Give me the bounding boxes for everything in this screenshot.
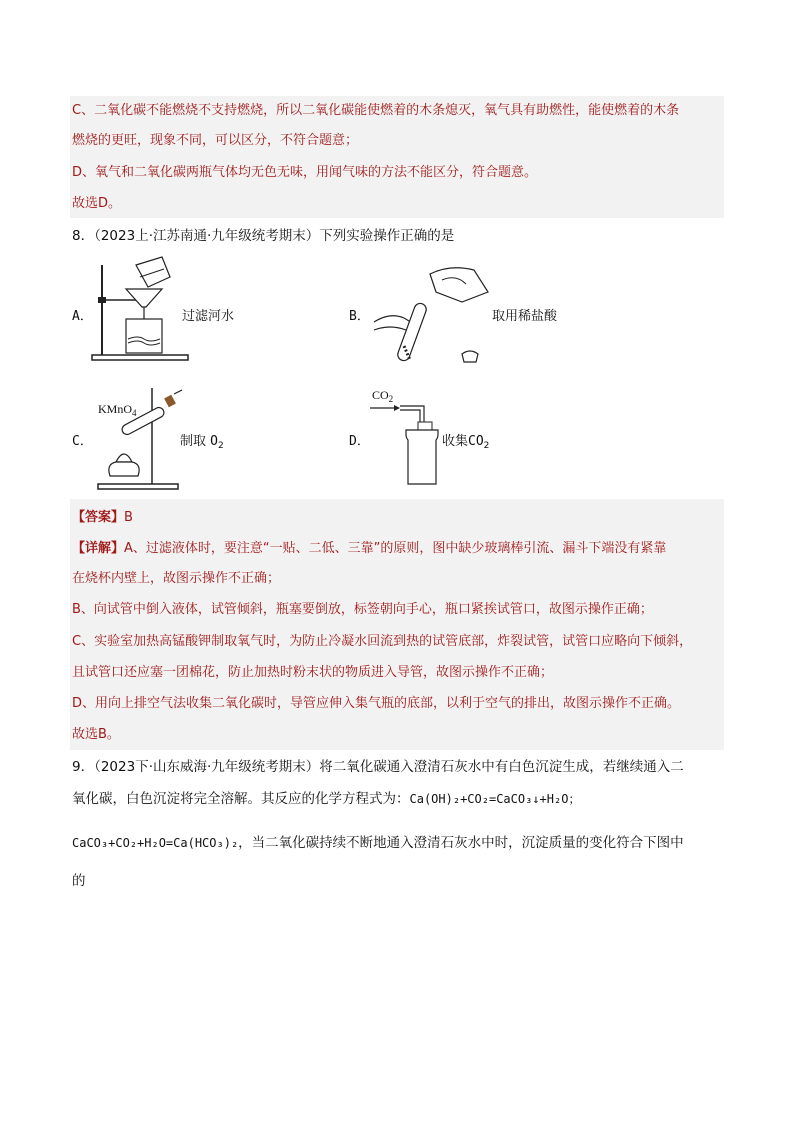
detail-line-6: D、用向上排空气法收集二氧化碳时，导管应伸入集气瓶的底部，以利于空气的排出，故图示操作不正确。 <box>72 696 681 711</box>
option-c-caption: 制取 $O_2$ <box>180 434 224 451</box>
detail-line-5: 且试管口还应塞一团棉花，防止加热时粉末状的物质进入导管，故图示操作不正确； <box>72 665 554 680</box>
detail-line-4: C、实验室加热高锰酸钾制取氧气时，为防止冷凝水回流到热的试管底部，炸裂试管，试管口应略向下倾斜， <box>72 634 693 649</box>
kmno4-label: KMnO$_4$ <box>98 402 137 418</box>
answer-tag: 【答案】 <box>72 510 125 525</box>
question-8-stem: 8．（2023上·江苏南通·九年级统考期末）下列实验操作正确的是 <box>72 228 455 244</box>
prev-option-c-line1: C、二氧化碳不能燃烧不支持燃烧，所以二氧化碳能使燃着的木条熄灭，氧气具有助燃性，能使燃着的木条 <box>72 103 680 118</box>
detail-choice: 故选B。 <box>72 727 120 742</box>
answer-line <box>72 508 133 528</box>
pouring-liquid-icon <box>370 262 490 372</box>
option-c-letter: C． <box>72 434 93 449</box>
detail-line-1: 【详解】A、过滤液体时，要注意“一贴、二低、三靠”的原则，图中缺少玻璃棒引流、漏斗下端没有紧靠 <box>72 541 667 556</box>
option-d-caption: 收集$CO_2$ <box>442 434 490 451</box>
equation-1: Ca(OH)₂+CO₂=CaCO₃↓+H₂O； <box>409 792 581 806</box>
question-9-line1: 9．（2023下·山东威海·九年级统考期末）将二氧化碳通入澄清石灰水中有白色沉淀生成，若继续通入二 <box>72 759 684 775</box>
question-9-line2: 氧化碳，白色沉淀将完全溶解。其反应的化学方程式为：Ca(OH)₂+CO₂=CaCO₃↓+H₂O； <box>72 791 581 807</box>
prev-option-d: D、氧气和二氧化碳两瓶气体均无色无味，用闻气味的方法不能区分，符合题意。 <box>72 165 538 180</box>
option-d-letter: D． <box>349 434 370 449</box>
equation-2: CaCO₃+CO₂+H₂O=Ca(HCO₃)₂ <box>72 836 239 850</box>
co2-label: $CO_2$ <box>372 388 394 404</box>
option-b-caption: 取用稀盐酸 <box>492 309 558 324</box>
option-a-caption: 过滤河水 <box>182 309 235 324</box>
prev-choice: 故选D。 <box>72 196 122 211</box>
prev-option-c-line2: 燃烧的更旺，现象不同，可以区分，不符合题意； <box>72 133 359 148</box>
question-9-line4: 的 <box>72 873 86 889</box>
option-b-letter: B． <box>349 309 370 324</box>
oxygen-generation-apparatus-icon <box>92 384 192 494</box>
gas-collection-bottle-icon <box>370 400 450 490</box>
detail-line-2: 在烧杯内壁上，故图示操作不正确； <box>72 571 281 586</box>
detail-line-3: B、向试管中倒入液体，试管倾斜，瓶塞要倒放，标签朝向手心，瓶口紧挨试管口，故图示操作正确； <box>72 602 653 617</box>
answer-value: B <box>124 510 133 525</box>
question-9-line3: CaCO₃+CO₂+H₂O=Ca(HCO₃)₂，当二氧化碳持续不断地通入澄清石灰水中时，沉淀质量的变化符合下图中 <box>72 835 684 851</box>
option-a-letter: A． <box>72 309 93 324</box>
